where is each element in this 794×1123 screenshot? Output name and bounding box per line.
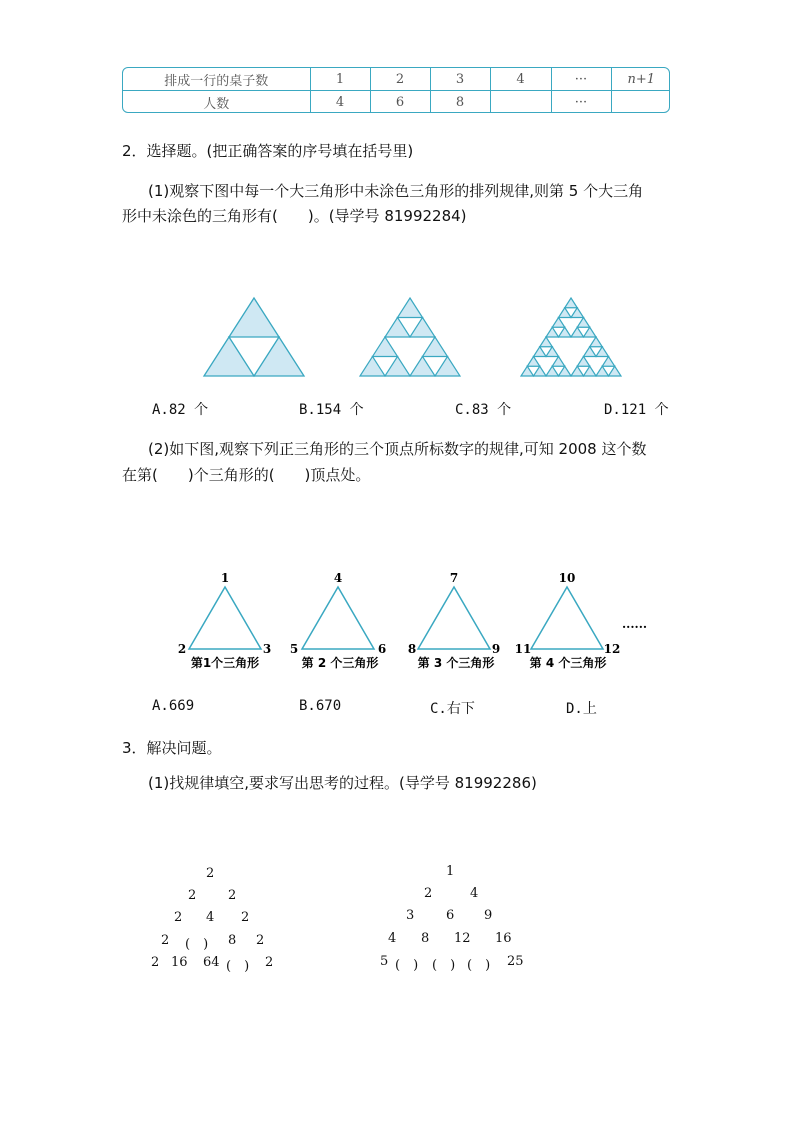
pyramid-cell: 2 — [174, 910, 183, 925]
pyramid-cell: 2 — [424, 886, 433, 901]
pyramid-cell: 2 — [241, 910, 250, 925]
table-cell: 4 — [310, 91, 370, 114]
q2-p1-line1: (1)观察下图中每一个大三角形中未涂色三角形的排列规律,则第 5 个大三角 — [148, 182, 644, 200]
table-cell: 8 — [430, 91, 490, 114]
table-cell: 4 — [490, 68, 551, 91]
sierpinski-figures — [195, 290, 635, 385]
vertex-top: 10 — [558, 571, 576, 585]
table-cell: 2 — [370, 68, 430, 91]
pyramid-blank[interactable]: ( ) — [467, 958, 491, 973]
table-cell: 1 — [310, 68, 370, 91]
sequence-table — [122, 67, 670, 113]
q2-p1-option-c: C.83 个 — [455, 402, 512, 418]
pyramid-cell: 6 — [446, 908, 455, 923]
triangle-caption: 第 4 个三角形 — [529, 656, 607, 670]
continuation-ellipsis: ...... — [622, 617, 648, 631]
pyramid-cell: 4 — [470, 886, 479, 901]
pyramid-cell: 4 — [388, 931, 397, 946]
vertex-right: 3 — [262, 642, 272, 656]
pyramid-blank[interactable]: ( ) — [226, 959, 250, 974]
pyramid-cell: 8 — [421, 931, 430, 946]
table-cell — [490, 91, 551, 114]
q2-p2-option-d: D.上 — [566, 701, 597, 717]
pyramid-cell: 3 — [406, 908, 415, 923]
pyramid-cell: 2 — [188, 888, 197, 903]
sierpinski-stage-3 — [521, 298, 621, 376]
pyramid-blank[interactable]: ( ) — [432, 958, 456, 973]
pyramid-cell: 2 — [151, 955, 160, 970]
triangle-caption: 第 3 个三角形 — [417, 656, 495, 670]
table-cell: 人数 — [123, 91, 310, 114]
vertex-left: 8 — [407, 642, 417, 656]
vertex-right: 12 — [603, 642, 621, 656]
pyramid-cell: 5 — [380, 954, 389, 969]
pyramid-cell: 2 — [161, 933, 170, 948]
table-cell: ··· — [551, 91, 611, 114]
q2-p1-line2: 形中未涂色的三角形有( )。(导学号 81992284) — [122, 207, 467, 225]
triangle-caption: 第 2 个三角形 — [301, 656, 379, 670]
sierpinski-stage-1 — [204, 298, 304, 376]
q2-p1-option-d: D.121 个 — [604, 402, 669, 418]
pyramid-cell: 64 — [203, 955, 220, 970]
vertex-top: 1 — [220, 571, 230, 585]
q2-p1-option-b: B.154 个 — [299, 402, 364, 418]
pyramid-cell: 2 — [228, 888, 237, 903]
q2-heading: 2．选择题。(把正确答案的序号填在括号里) — [122, 142, 414, 160]
pyramid-blank[interactable]: ( ) — [395, 958, 419, 973]
q2-p1-option-a: A.82 个 — [152, 402, 209, 418]
q2-p2-line1: (2)如下图,观察下列正三角形的三个顶点所标数字的规律,可知 2008 这个数 — [148, 440, 647, 458]
pyramid-cell: 2 — [206, 866, 215, 881]
q2-p2-option-a: A.669 — [152, 698, 195, 714]
table-row-people — [123, 91, 670, 114]
q2-p2-option-c: C.右下 — [430, 701, 475, 717]
pyramid-cell: 1 — [446, 864, 455, 879]
pyramid-cell: 16 — [171, 955, 188, 970]
table-cell — [611, 91, 670, 114]
vertex-left: 11 — [514, 642, 532, 656]
pyramid-cell: 9 — [484, 908, 493, 923]
vertex-right: 6 — [377, 642, 387, 656]
pyramid-cell: 8 — [228, 933, 237, 948]
triangle-4 — [515, 571, 621, 670]
pyramid-cell: 2 — [265, 955, 274, 970]
table-cell: ··· — [551, 68, 611, 91]
table-cell: n+1 — [611, 68, 670, 91]
numbered-triangles — [170, 570, 660, 675]
q3-p1: (1)找规律填空,要求写出思考的过程。(导学号 81992286) — [148, 774, 537, 792]
table-row-tables — [123, 68, 670, 91]
vertex-top: 7 — [449, 571, 459, 585]
vertex-left: 5 — [289, 642, 299, 656]
pyramid-cell: 4 — [206, 910, 215, 925]
table-cell: 排成一行的桌子数 — [123, 68, 310, 91]
vertex-left: 2 — [177, 642, 187, 656]
triangle-2 — [290, 571, 386, 670]
q3-heading: 3．解决问题。 — [122, 739, 222, 757]
triangle-3 — [408, 571, 500, 670]
pyramid-cell: 12 — [454, 931, 471, 946]
table-cell: 3 — [430, 68, 490, 91]
table-cell: 6 — [370, 91, 430, 114]
sierpinski-stage-2 — [360, 298, 460, 376]
pyramid-cell: 2 — [256, 933, 265, 948]
pyramid-cell: 16 — [495, 931, 512, 946]
pyramid-blank[interactable]: ( ) — [185, 937, 209, 952]
triangle-1 — [178, 571, 271, 670]
q2-p2-option-b: B.670 — [299, 698, 342, 714]
vertex-right: 9 — [491, 642, 501, 656]
q2-p2-line2: 在第( )个三角形的( )顶点处。 — [122, 466, 371, 484]
vertex-top: 4 — [333, 571, 343, 585]
triangle-caption: 第1个三角形 — [190, 656, 260, 670]
pyramid-cell: 25 — [507, 954, 524, 969]
